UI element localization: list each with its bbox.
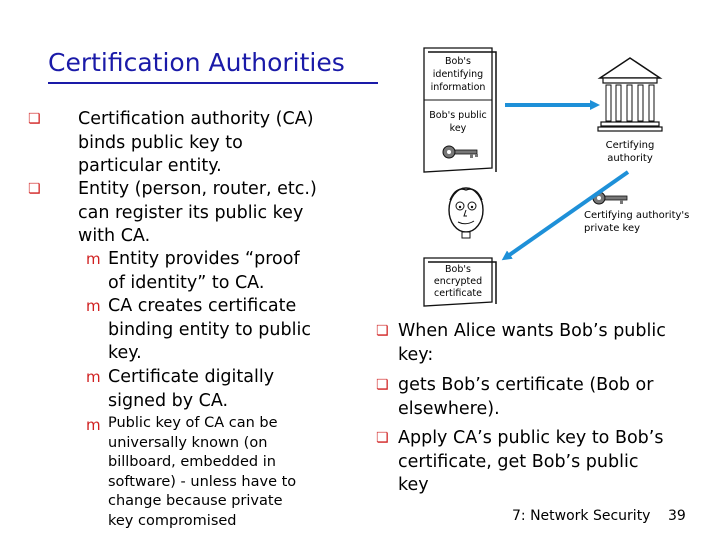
sub-bullet-marker: m — [86, 250, 101, 268]
sub-bullet-marker: m — [86, 416, 101, 434]
bob-public-key-line: Bob's public — [429, 110, 487, 121]
ca-private-key-label-line: private key — [584, 223, 641, 234]
sub-bullet-line: signed by CA. — [108, 390, 229, 411]
bullet-marker: ❏ — [376, 323, 389, 339]
sub-bullet-line: key. — [108, 343, 142, 363]
bob-public-key-line: key — [449, 123, 467, 134]
bullet-marker: ❏ — [376, 377, 389, 393]
bullet-line: certificate, get Bob’s public — [398, 451, 639, 472]
bob-identifying-line: information — [430, 82, 486, 93]
encrypted-certificate-line: certificate — [434, 288, 482, 299]
sub-bullet-marker: m — [86, 368, 101, 386]
bullet-line: with CA. — [78, 226, 151, 246]
sub-bullet-line: billboard, embedded in — [108, 454, 276, 470]
building-icon — [598, 58, 662, 131]
bob-face-icon — [449, 188, 483, 238]
bob-identifying-line: Bob's — [445, 56, 471, 67]
slide-title: Certification Authorities — [48, 48, 345, 77]
bullet-line: Apply CA’s public key to Bob’s — [398, 428, 664, 448]
sub-bullet-line: CA creates certificate — [108, 296, 297, 316]
bullet-line: When Alice wants Bob’s public — [398, 321, 666, 341]
ca-private-key-label-line: Certifying authority's — [584, 210, 690, 221]
sub-bullet-line: universally known (on — [108, 434, 268, 451]
bullet-line: can register its public key — [78, 202, 304, 223]
bullet-line: Certification authority (CA) — [78, 109, 314, 129]
sub-bullet-line: change because private — [108, 493, 283, 509]
certifying-authority-label-line: authority — [607, 153, 653, 164]
bullet-line: Entity (person, router, etc.) — [78, 179, 317, 199]
encrypted-certificate-document — [424, 258, 496, 306]
sub-bullet-marker: m — [86, 297, 101, 315]
bullet-line: elsewhere). — [398, 398, 500, 419]
bullet-line: key — [398, 475, 429, 495]
sub-bullet-line: software) - unless have to — [108, 473, 297, 490]
certifying-authority-label-line: Certifying — [605, 140, 655, 151]
bullet-line: particular entity. — [78, 156, 222, 176]
bullet-line: gets Bob’s certificate (Bob or — [398, 375, 654, 395]
sub-bullet-line: binding entity to public — [108, 319, 311, 340]
bullet-line: key: — [398, 344, 434, 365]
footer-page-number: 39 — [668, 508, 686, 524]
bullet-line: binds public key to — [78, 132, 243, 153]
encrypted-certificate-line: Bob's — [445, 264, 471, 275]
bob-identifying-line: identifying — [432, 69, 484, 80]
bullet-marker: ❏ — [376, 430, 389, 446]
sub-bullet-line: of identity” to CA. — [108, 272, 265, 293]
footer-section: 7: Network Security — [512, 508, 651, 524]
encrypted-certificate-line: encrypted — [433, 276, 483, 287]
sub-bullet-line: Public key of CA can be — [108, 415, 278, 431]
sub-bullet-line: Certificate digitally — [108, 367, 275, 387]
bullet-marker: ❏ — [28, 181, 41, 197]
sub-bullet-line: Entity provides “proof — [108, 249, 300, 269]
bullet-marker: ❏ — [28, 111, 41, 127]
sub-bullet-line: key compromised — [108, 512, 237, 529]
